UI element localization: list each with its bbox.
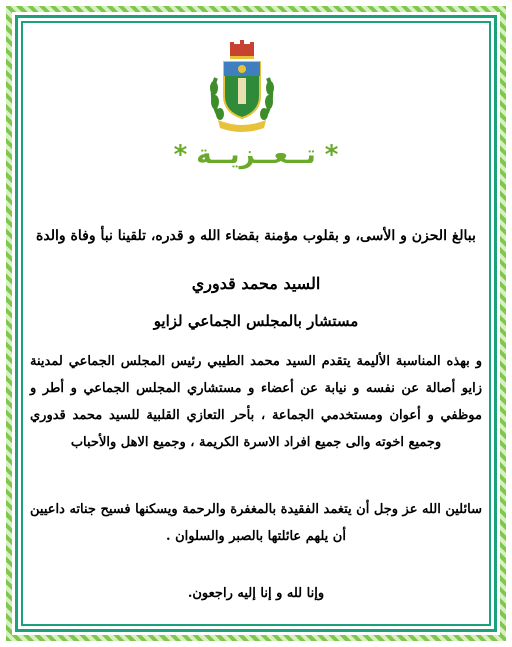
prayer-line: سائلين الله عز وجل أن يتغمد الفقيدة بالمغفرة والرحمة ويسكنها فسيح جناته داعيين	[30, 502, 482, 517]
deceased-relative-name: السيد محمد قدوري	[191, 274, 321, 293]
intro-line: ببالغ الحزن و الأسى، و بقلوب مؤمنة بقضاء الله و قدره، تلقينا نبأ وفاة والدة	[36, 228, 476, 244]
prayer-line: أن يلهم عائلتها بالصبر والسلوان .	[166, 529, 346, 544]
closing-verse: وإنا لله و إنا إليه راجعون.	[187, 586, 325, 601]
relative-role: مستشار بالمجلس الجماعي لزايو	[153, 312, 359, 330]
body-line: وجميع اخوته والى جميع افراد الاسرة الكريمة ، وجميع الاهل والأحباب	[70, 435, 442, 450]
body-line: زايو أصالة عن نفسه و نيابة عن أعضاء و مستشاري المجلس الجماعي و أطر و	[30, 381, 482, 396]
body-line: موظفي و أعوان ومستخدمي الجماعة ، بأحر التعازي القلبية للسيد محمد قدوري	[30, 408, 482, 423]
prayer-paragraph	[30, 496, 482, 550]
condolence-title: * تــعــزيــة *	[173, 140, 339, 170]
condolence-body	[30, 348, 482, 456]
body-line: و بهذه المناسبة الأليمة يتقدم السيد محمد الطيبي رئيس المجلس الجماعي لمدينة	[30, 354, 482, 369]
municipal-coat-of-arms-icon	[206, 38, 278, 134]
